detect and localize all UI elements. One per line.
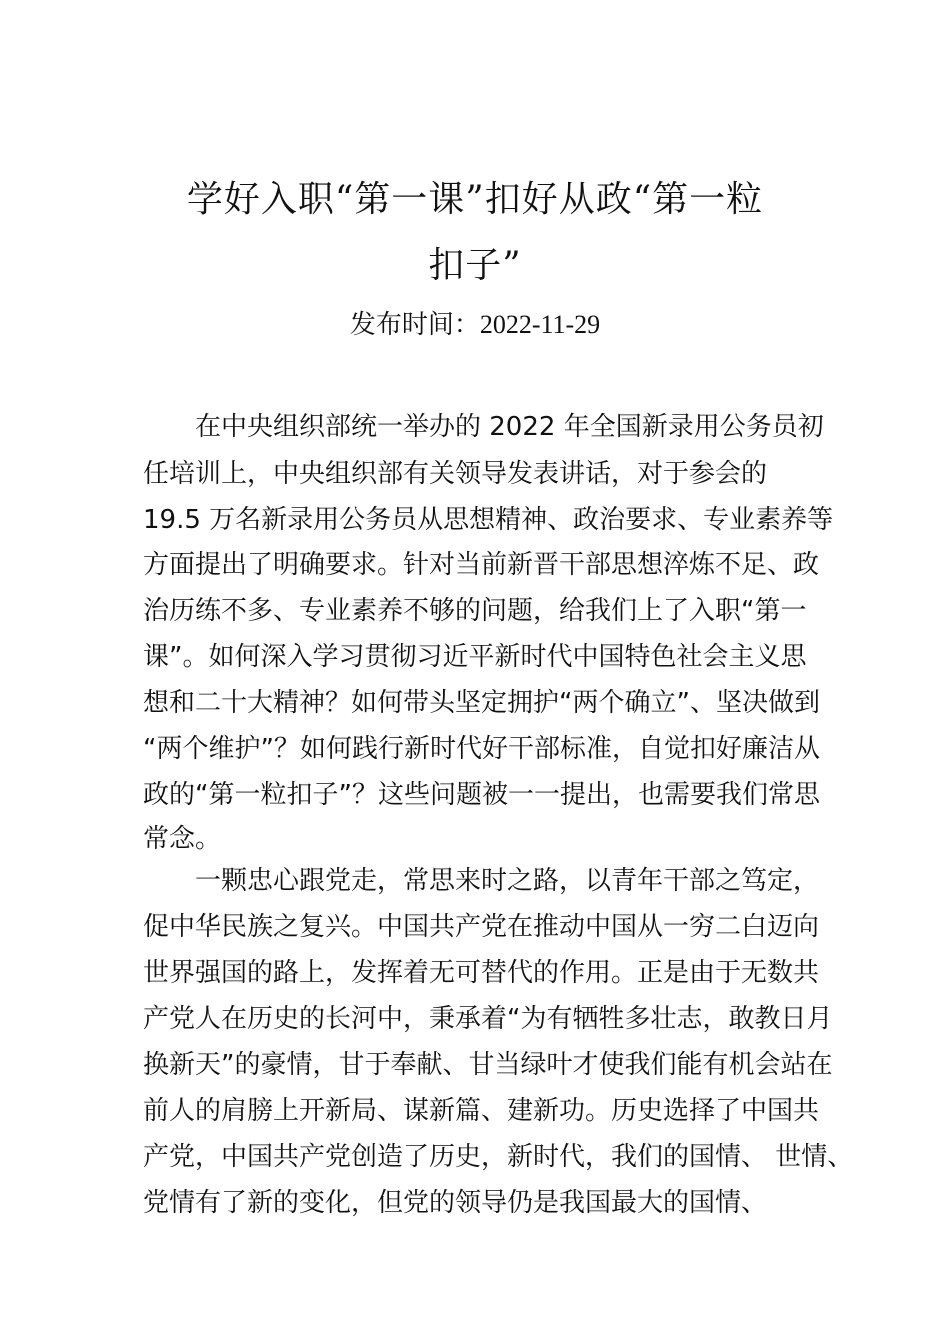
paragraph-1-line-1: 在中央组织部统一举办的 2022 年全国新录用公务员初 (195, 412, 824, 442)
publish-date-label: 发布时间： (349, 310, 480, 340)
paragraph-2-line-5: 换新天”的豪情，甘于奉献、甘当绿叶才使我们能有机会站在 (143, 1050, 833, 1080)
paragraph-1-line-6: 课”。如何深入学习贯彻习近平新时代中国特色社会主义思 (143, 642, 807, 672)
paragraph-2-line-2: 促中华民族之复兴。中国共产党在推动中国从一穷二白迈向 (143, 912, 820, 942)
publish-date (0, 307, 950, 343)
paragraph-2-line-1: 一颗忠心跟党走，常思来时之路，以青年干部之笃定， (195, 866, 820, 896)
paragraph-2-line-7: 产党，中国共产党创造了历史，新时代，我们的国情、 世情、 (143, 1142, 854, 1172)
paragraph-2-line-3: 世界强国的路上，发挥着无可替代的作用。正是由于无数共 (143, 958, 820, 988)
paragraph-1-line-9: 政的“第一粒扣子”？这些问题被一一提出，也需要我们常思 (143, 780, 820, 810)
document-title-line-2: 扣子” (428, 245, 522, 286)
paragraph-2-line-4: 产党人在历史的长河中，秉承着“为有牺牲多壮志，敢教日月 (143, 1004, 833, 1034)
paragraph-1-line-4: 方面提出了明确要求。针对当前新晋干部思想淬炼不足、政 (143, 550, 820, 580)
publish-date-value: 2022-11-29 (479, 310, 601, 339)
paragraph-1-line-5: 治历练不多、专业素养不够的问题，给我们上了入职“第一 (143, 596, 807, 626)
paragraph-2-line-6: 前人的肩膀上开新局、谋新篇、建新功。历史选择了中国共 (143, 1096, 820, 1126)
paragraph-1-line-2: 任培训上，中央组织部有关领导发表讲话，对于参会的 (143, 459, 768, 489)
document-title-line-1: 学好入职“第一课”扣好从政“第一粒 (186, 179, 764, 220)
paragraph-1-line-8: “两个维护”？如何践行新时代好干部标准，自觉扣好廉洁从 (143, 734, 820, 764)
paragraph-1-line-7: 想和二十大精神？如何带头坚定拥护“两个确立”、坚决做到 (143, 688, 820, 718)
paragraph-1-line-3: 19.5 万名新录用公务员从思想精神、政治要求、专业素养等 (143, 505, 834, 535)
paragraph-2-line-8: 党情有了新的变化，但党的领导仍是我国最大的国情、 (143, 1188, 768, 1218)
paragraph-1-line-10: 常念。 (143, 824, 222, 854)
